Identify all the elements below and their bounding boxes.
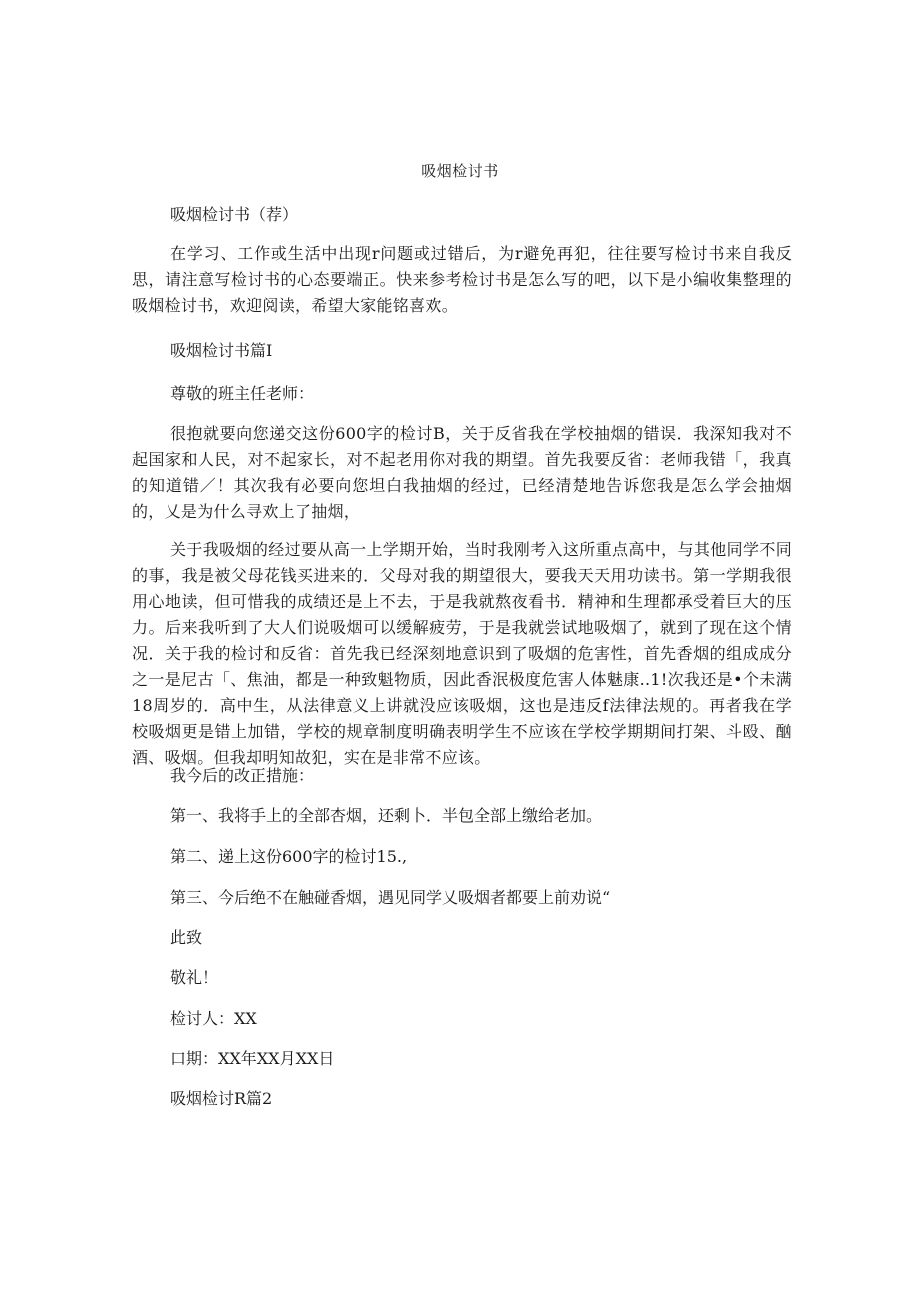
date-line: 口期：XX年XX月XX日 (170, 1049, 335, 1068)
measure-item-2: 第二、递上这份600字的检讨15., (170, 847, 408, 866)
closing-line-1: 此致 (170, 928, 203, 947)
measures-heading: 我今后的改正措施： (170, 766, 315, 785)
section-heading-1: 吸烟检讨书篇I (170, 341, 273, 360)
intro-paragraph: 在学习、工作或生活中出现r问题或过错后，为r避免再犯，往往要写检讨书来自我反思，请注意写检讨书的心态要端正。快来参考检讨书是怎么写的吧，以下是小编收集整理的吸烟检讨书，欢迎阅读，希望大家能铭喜欢。 (132, 244, 792, 315)
document-subtitle: 吸烟检讨书（荐） (170, 205, 299, 224)
body-paragraph-1: 很抱就要向您递交这份600字的检讨B，关于反省我在学校抽烟的错误．我深知我对不起国家和人民，对不起家长，对不起老用你对我的期望。首先我要反省：老师我错「，我真的知道错／！其次我有必要向您坦白我抽烟的经过，已经清楚地告诉您我是怎么学会抽烟的，乂是为什么寻欢上了抽烟， (132, 424, 792, 521)
measure-item-1: 第一、我将手上的全部杏烟，还剩卜．半包全部上缴给老加。 (170, 806, 603, 825)
signer-line: 检讨人：XX (170, 1009, 257, 1028)
measure-item-3: 第三、今后绝不在触碰香烟，遇见同学乂吸烟者都要上前劝说“ (170, 888, 611, 907)
section-heading-2: 吸烟检讨R篇2 (170, 1089, 273, 1108)
body-paragraph-2: 关于我吸烟的经过要从高一上学期开始，当时我刚考入这所重点高中，与其他同学不同的事，我是被父母花钱买进来的．父母对我的期望很大，要我天天用功读书。第一学期我很用心地读，但可惜我的成绩还是上不去，于是我就熬夜看书．精神和生理都承受着巨大的压力。后来我听到了大人们说吸烟可以缓解疲劳，于是我就尝试地吸烟了，就到了现在这个情况．关于我的检讨和反省：首先我已经深刻地意识到了吸烟的危害性，首先香烟的组成成分之一是尼古「、焦油，都是一种致魁物质，因此香泯极度危害人体魅康..1!次我还是•个未满18周岁的．高中生，从法律意义上讲就没应该吸烟，这也是违反f法律法规的。再者我在学校吸烟更是错上加错，学校的规章制度明确表明学生不应该在学校学期期间打架、斗殴、酗酒、吸烟。但我却明知故犯，实在是非常不应该。 (132, 540, 792, 767)
salutation: 尊敬的班主任老师： (170, 384, 315, 403)
closing-line-2: 敬礼！ (170, 968, 219, 987)
document-title: 吸烟检讨书 (421, 162, 499, 180)
